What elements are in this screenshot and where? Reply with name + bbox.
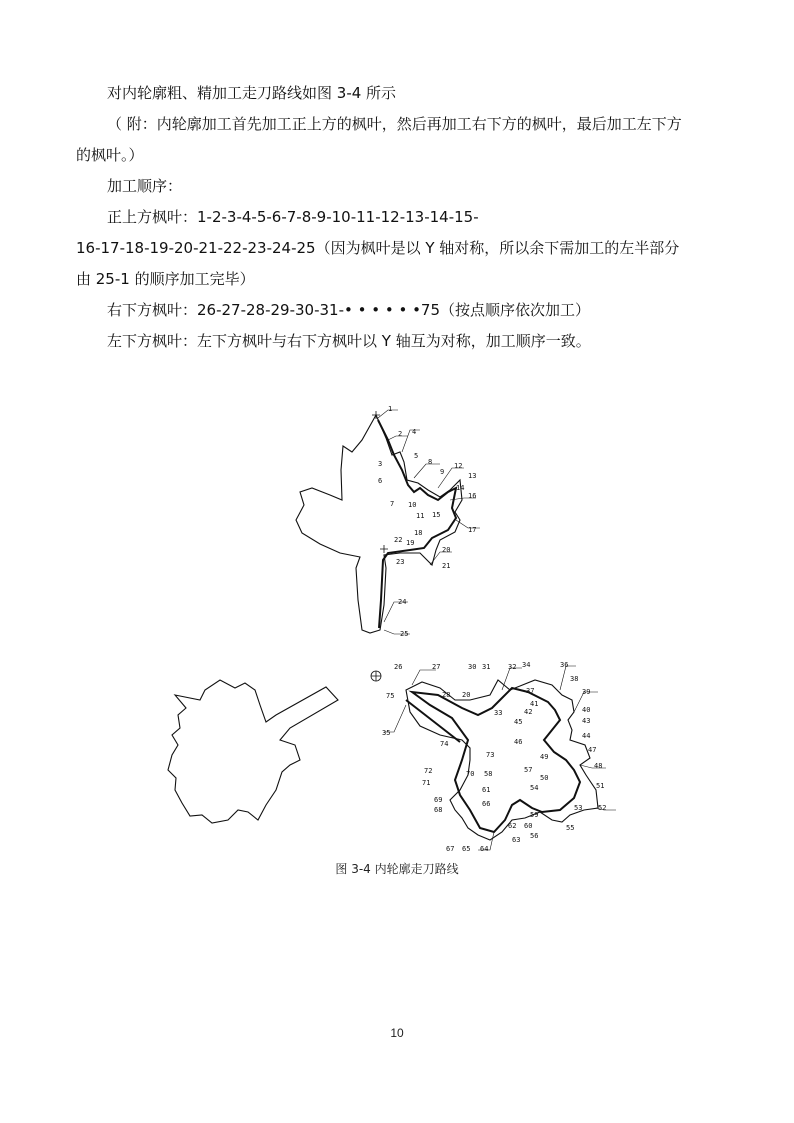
point-label: 71 xyxy=(422,779,431,787)
left-leaf-outline xyxy=(168,680,338,823)
toolpath-figure xyxy=(0,380,794,900)
point-label: 48 xyxy=(594,762,603,770)
point-label: 53 xyxy=(574,804,583,812)
point-label: 20 xyxy=(442,546,451,554)
point-label: 50 xyxy=(540,774,549,782)
point-label: 45 xyxy=(514,718,523,726)
point-label: 39 xyxy=(582,688,591,696)
point-label: 72 xyxy=(424,767,433,775)
point-label: 51 xyxy=(596,782,605,790)
point-label: 8 xyxy=(428,458,433,466)
point-label: 14 xyxy=(456,484,465,492)
point-label: 40 xyxy=(582,706,591,714)
point-label: 24 xyxy=(398,598,407,606)
paragraph-order-heading: 加工顺序： xyxy=(107,177,183,195)
point-label: 27 xyxy=(432,663,441,671)
point-label: 2 xyxy=(398,430,403,438)
point-label: 49 xyxy=(540,753,549,761)
figure-caption: 图 3-4 内轮廓走刀路线 xyxy=(335,862,459,876)
point-label: 69 xyxy=(434,796,443,804)
point-label: 19 xyxy=(406,539,415,547)
point-label: 30 xyxy=(468,663,477,671)
point-label: 58 xyxy=(484,770,493,778)
paragraph-top-leaf-cont2: 由 25-1 的顺序加工完毕） xyxy=(76,270,255,288)
paragraph-left-leaf: 左下方枫叶：左下方枫叶与右下方枫叶以 Y 轴互为对称，加工顺序一致。 xyxy=(107,332,591,350)
point-label: 21 xyxy=(442,562,451,570)
top-leaf-outline xyxy=(296,415,465,633)
point-label: 63 xyxy=(512,836,521,844)
point-label: 9 xyxy=(440,468,445,476)
point-label: 61 xyxy=(482,786,491,794)
point-label: 7 xyxy=(390,500,395,508)
point-label: 35 xyxy=(382,729,391,737)
point-label: 1 xyxy=(388,405,393,413)
point-label: 26 xyxy=(394,663,403,671)
point-label: 10 xyxy=(408,501,417,509)
point-label: 28 xyxy=(442,691,451,699)
point-label: 12 xyxy=(454,462,463,470)
point-label: 16 xyxy=(468,492,477,500)
point-label: 38 xyxy=(570,675,579,683)
point-label: 46 xyxy=(514,738,523,746)
point-label: 65 xyxy=(462,845,471,853)
paragraph-note-line2: 的枫叶。） xyxy=(76,146,144,164)
point-label: 74 xyxy=(440,740,449,748)
point-label: 5 xyxy=(414,452,419,460)
point-label: 75 xyxy=(386,692,395,700)
point-label: 11 xyxy=(416,512,425,520)
point-label: 41 xyxy=(530,700,539,708)
paragraph-top-leaf-cont: 16-17-18-19-20-21-22-23-24-25（因为枫叶是以 Y 轴对称，所以余下需加工的左半部分 xyxy=(76,239,680,257)
point-label: 17 xyxy=(468,526,477,534)
point-label: 52 xyxy=(598,804,607,812)
point-label: 55 xyxy=(566,824,575,832)
point-label: 22 xyxy=(394,536,403,544)
point-label: 60 xyxy=(524,822,533,830)
point-label: 36 xyxy=(560,661,569,669)
point-label: 73 xyxy=(486,751,495,759)
point-label: 4 xyxy=(412,428,417,436)
point-label: 57 xyxy=(524,766,533,774)
point-label: 56 xyxy=(530,832,539,840)
point-label: 64 xyxy=(480,845,489,853)
point-label: 59 xyxy=(530,811,539,819)
paragraph-right-leaf: 右下方枫叶：26-27-28-29-30-31-• • • • • •75（按点顺序依次加工） xyxy=(107,301,591,319)
point-label: 25 xyxy=(400,630,409,638)
point-label: 37 xyxy=(526,687,535,695)
page-number: 10 xyxy=(390,1026,404,1040)
point-label: 67 xyxy=(446,845,455,853)
paragraph-top-leaf: 正上方枫叶：1-2-3-4-5-6-7-8-9-10-11-12-13-14-15- xyxy=(107,208,479,226)
point-label: 44 xyxy=(582,732,591,740)
point-label: 70 xyxy=(466,770,475,778)
point-label: 66 xyxy=(482,800,491,808)
point-label: 43 xyxy=(582,717,591,725)
point-label: 47 xyxy=(588,746,597,754)
toolpath-drawing xyxy=(0,380,794,900)
point-label: 18 xyxy=(414,529,423,537)
point-label: 13 xyxy=(468,472,477,480)
point-label: 20 xyxy=(462,691,471,699)
point-label: 31 xyxy=(482,663,491,671)
paragraph-intro: 对内轮廓粗、精加工走刀路线如图 3-4 所示 xyxy=(107,84,397,102)
point-label: 15 xyxy=(432,511,441,519)
paragraph-note-line1: （ 附：内轮廓加工首先加工正上方的枫叶，然后再加工右下方的枫叶，最后加工左下方 xyxy=(107,115,682,133)
point-label: 6 xyxy=(378,477,383,485)
point-label: 34 xyxy=(522,661,531,669)
point-label: 33 xyxy=(494,709,503,717)
right-leaf-outline xyxy=(406,680,598,840)
point-label: 62 xyxy=(508,822,517,830)
point-label: 54 xyxy=(530,784,539,792)
point-label: 3 xyxy=(378,460,383,468)
point-label: 68 xyxy=(434,806,443,814)
point-label: 32 xyxy=(508,663,517,671)
point-label: 42 xyxy=(524,708,533,716)
point-label: 23 xyxy=(396,558,405,566)
